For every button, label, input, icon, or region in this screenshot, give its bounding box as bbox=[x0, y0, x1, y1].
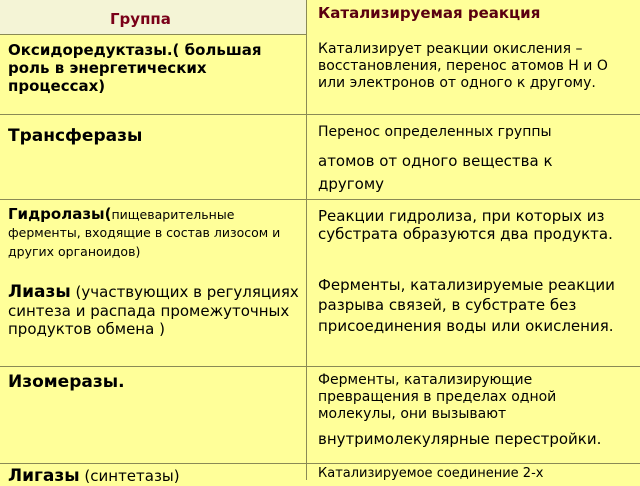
reaction-isomerases-line1: Ферменты, катализирующие превращения в пределах одной молекулы, они вызывают bbox=[318, 372, 557, 422]
header-group: Группа bbox=[110, 10, 171, 28]
reaction-hydrolases: Реакции гидролиза, при которых из субстрата образуются два продукта. bbox=[318, 207, 613, 243]
row-divider bbox=[0, 114, 640, 115]
header-reaction: Катализируемая реакция bbox=[318, 4, 541, 22]
header-divider-left bbox=[0, 34, 306, 35]
row-divider bbox=[0, 463, 640, 464]
group-transferases: Трансферазы bbox=[8, 126, 143, 146]
group-ligases-note: (синтетазы) bbox=[79, 467, 180, 485]
column-divider bbox=[306, 0, 307, 480]
group-ligases-name: Лигазы bbox=[8, 466, 80, 486]
row-divider bbox=[0, 366, 640, 367]
reaction-oxidoreductases: Катализирует реакции окисления – восстановления, перенос атомов Н и О или электронов от одного к другому. bbox=[318, 41, 608, 91]
group-hydrolases-name: Гидролазы( bbox=[8, 205, 112, 223]
reaction-isomerases-line2: внутримолекулярные перестройки. bbox=[318, 430, 602, 448]
group-hydrolases-note: пищеварительные ферменты, входящие в состав лизосом и других органоидов) bbox=[8, 207, 281, 259]
reaction-ligases: Катализируемое соединение 2-х bbox=[318, 466, 544, 481]
reaction-transferases-line1: Перенос определенных группы bbox=[318, 124, 552, 140]
reaction-lyases: Ферменты, катализируемые реакции разрыва связей, в субстрате без присоединения воды или окисления. bbox=[318, 276, 615, 335]
row-divider bbox=[0, 199, 640, 200]
reaction-transferases-line2: атомов от одного вещества к другому bbox=[318, 152, 553, 194]
group-hydrolases bbox=[8, 205, 304, 260]
group-isomerases: Изомеразы. bbox=[8, 372, 125, 392]
group-lyases-note: (участвующих в регуляциях синтеза и распада промежуточных продуктов обмена ) bbox=[8, 283, 299, 339]
group-lyases bbox=[8, 282, 304, 338]
group-oxidoreductases: Оксидоредуктазы.( большая роль в энергетических процессах) bbox=[8, 41, 262, 95]
group-ligases bbox=[8, 466, 304, 486]
group-lyases-name: Лиазы bbox=[8, 282, 71, 302]
